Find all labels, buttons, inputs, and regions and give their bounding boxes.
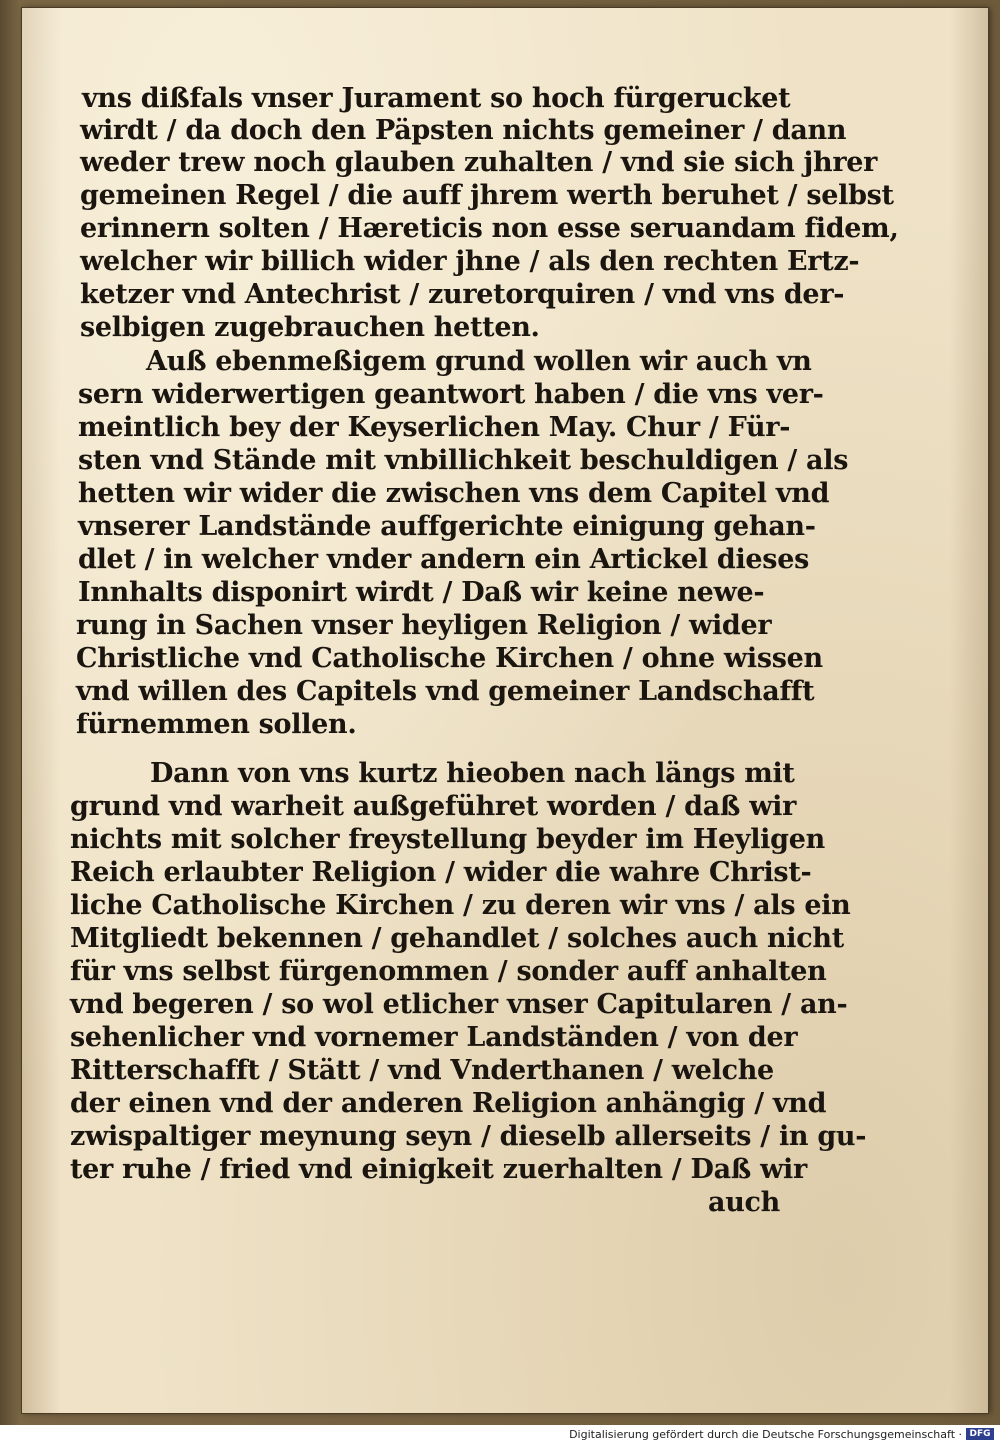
text-line: ter ruhe / fried vnd einigkeit zuerhalten / Daß wir [70,1154,807,1185]
text-line: sten vnd Stände mit vnbillichkeit beschuldigen / als [78,445,849,476]
text-line: erinnern solten / Hæreticis non esse seruandam fidem, [80,213,899,244]
text-line: welcher wir billich wider jhne / als den rechten Ertz- [80,246,860,277]
book-page [22,8,988,1413]
text-line: liche Catholische Kirchen / zu deren wir vns / als ein [70,890,851,921]
text-line: für vns selbst fürgenommen / sonder auff anhalten [70,956,827,987]
text-line: ketzer vnd Antechrist / zuretorquiren / vnd vns der- [80,279,845,310]
text-line: Reich erlaubter Religion / wider die wahre Christ- [70,857,812,888]
text-line: gemeinen Regel / die auff jhrem werth beruhet / selbst [80,180,894,211]
text-line: Dann von vns kurtz hieoben nach längs mit [150,758,795,789]
text-line: Christliche vnd Catholische Kirchen / ohne wissen [76,643,823,674]
text-line: Mitgliedt bekennen / gehandlet / solches auch nicht [70,923,844,954]
funding-credit: Digitalisierung gefördert durch die Deutsche Forschungsgemeinschaft · [569,1428,962,1441]
text-line: vnserer Landstände auffgerichte einigung gehan- [78,511,816,542]
text-line: vnd willen des Capitels vnd gemeiner Landschafft [76,676,815,707]
text-line: selbigen zugebrauchen hetten. [80,312,540,343]
text-line: wirdt / da doch den Päpsten nichts gemeiner / dann [80,115,847,146]
text-line: vns dißfals vnser Jurament so hoch fürgerucket [82,83,791,114]
text-line: zwispaltiger meynung seyn / dieselb allerseits / in gu- [70,1121,867,1152]
text-line: fürnemmen sollen. [76,709,357,740]
text-line: vnd begeren / so wol etlicher vnser Capitularen / an- [70,989,848,1020]
text-line: der einen vnd der anderen Religion anhängig / vnd [70,1088,827,1119]
text-line: dlet / in welcher vnder andern ein Artickel dieses [78,544,809,575]
text-line: meintlich bey der Keyserlichen May. Chur / Für- [78,412,791,443]
dfg-logo-icon: DFG [966,1428,994,1440]
bleed-through-mark [62,1220,71,1250]
text-line: nichts mit solcher freystellung beyder im Heyligen [70,824,825,855]
page-text-block [70,82,899,1282]
text-line: grund vnd warheit außgeführet worden / daß wir [70,791,797,822]
text-line: hetten wir wider die zwischen vns dem Capitel vnd [78,478,830,509]
text-line: Auß ebenmeßigem grund wollen wir auch vn [146,346,812,377]
text-line: weder trew noch glauben zuhalten / vnd sie sich jhrer [80,147,878,178]
text-line: sern widerwertigen geantwort haben / die vns ver- [78,379,824,410]
text-line: Ritterschafft / Stätt / vnd Vnderthanen / welche [70,1055,774,1086]
catchword: auch [708,1187,780,1218]
text-line: Innhalts disponirt wirdt / Daß wir keine newe- [78,577,765,608]
text-line: rung in Sachen vnser heyligen Religion / wider [76,610,772,641]
text-line: sehenlicher vnd vornemer Landständen / von der [70,1022,798,1053]
